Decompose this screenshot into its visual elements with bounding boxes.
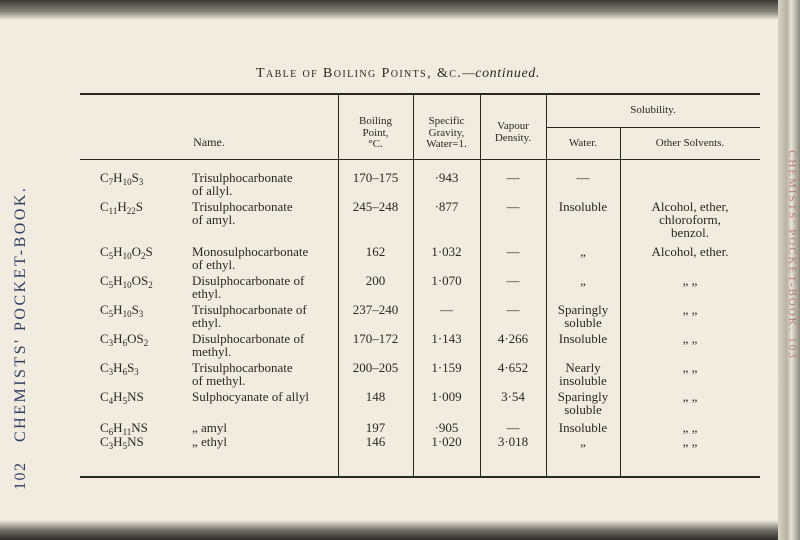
table-bottom-rule <box>80 476 760 478</box>
compound-name-cell <box>192 245 336 271</box>
cell-line: „ „ <box>682 331 698 346</box>
formula-element: C <box>100 389 109 404</box>
water-solubility-cell <box>546 332 620 345</box>
specific-gravity-cell: ·943 <box>434 170 459 185</box>
page-top-shadow <box>0 0 790 20</box>
cell-line: ethyl. <box>192 315 222 330</box>
boiling-point-cell: 148 <box>365 389 386 404</box>
running-head <box>12 170 42 490</box>
water-solubility-cell <box>546 171 620 184</box>
boiling-point-cell: 162 <box>365 244 386 259</box>
formula-subscript: 6 <box>122 367 128 377</box>
compound-name-cell <box>192 390 336 403</box>
cell-line: methyl. <box>192 344 232 359</box>
formula-subscript: 6 <box>108 427 114 437</box>
formula-element: C <box>100 434 109 449</box>
next-page-edge <box>778 0 800 540</box>
compound-name-cell <box>192 171 336 197</box>
formula-element: H <box>113 170 123 185</box>
boiling-point-cell: 170–175 <box>352 170 399 185</box>
compound-name-cell <box>192 435 336 448</box>
cell-line: „ amyl <box>192 420 228 435</box>
formula-cell <box>100 170 144 187</box>
cell-line: „ <box>580 273 586 288</box>
formula-subscript: 2 <box>143 338 149 348</box>
cell-line: of methyl. <box>192 373 246 388</box>
formula-element: S <box>127 360 135 375</box>
formula-subscript: 10 <box>122 309 132 319</box>
vapour-density-cell: 4·266 <box>497 331 529 346</box>
vapour-density-cell: — <box>506 302 520 317</box>
header-vapour-density <box>480 121 546 144</box>
cell-line: „ „ <box>682 302 698 317</box>
vapour-density-cell: 3·018 <box>497 434 529 449</box>
page-number: 102 <box>12 461 29 490</box>
formula-cell <box>100 273 153 290</box>
cell-line: Insoluble <box>558 199 608 214</box>
boiling-point-cell: 245–248 <box>352 199 399 214</box>
cell-line: „ ethyl <box>192 434 228 449</box>
boiling-point-cell: 197 <box>365 420 386 435</box>
formula-cell <box>100 389 144 406</box>
formula-cell <box>100 302 144 319</box>
formula-element: H <box>113 273 123 288</box>
formula-element: NS <box>127 389 144 404</box>
formula-cell <box>100 434 144 451</box>
water-solubility-cell <box>546 274 620 287</box>
compound-name-cell <box>192 421 336 434</box>
header-name: Name. <box>193 135 225 149</box>
formula-element: H <box>113 244 123 259</box>
vapour-density-cell: — <box>506 244 520 259</box>
formula-cell <box>100 331 149 348</box>
formula-cell <box>100 360 139 377</box>
cell-line: of ethyl. <box>192 257 236 272</box>
water-solubility-cell <box>546 390 620 416</box>
next-page-bleed-text: CHEMISTS' POCKET-BOOK. 103 <box>786 150 798 360</box>
header-vd-line1: Vapour <box>497 120 529 132</box>
other-solvents-cell <box>620 200 760 239</box>
cell-line: chloroform, <box>659 212 721 227</box>
cell-line: „ „ <box>682 360 698 375</box>
cell-line: Monosulphocarbonate <box>192 244 309 259</box>
cell-line: benzol. <box>671 225 709 240</box>
cell-line: „ <box>580 434 586 449</box>
formula-subscript: 5 <box>122 396 128 406</box>
formula-element: NS <box>131 420 148 435</box>
cell-line: Trisulphocarbonate <box>192 199 293 214</box>
formula-element: O <box>131 244 141 259</box>
header-sg-line1: Specific <box>428 115 465 127</box>
formula-element: C <box>100 360 109 375</box>
table-title-main: Table of Boiling Points, &c. <box>256 66 463 81</box>
water-solubility-cell <box>546 421 620 434</box>
solubility-sub-rule <box>546 127 760 128</box>
formula-subscript: 5 <box>108 309 114 319</box>
specific-gravity-cell: 1·009 <box>431 389 462 404</box>
cell-line: „ „ <box>682 389 698 404</box>
other-solvents-cell <box>620 361 760 374</box>
cell-line: „ <box>580 244 586 259</box>
header-other-solvents: Other Solvents. <box>655 137 725 149</box>
page-bottom-shadow <box>0 520 790 540</box>
formula-element: C <box>100 273 109 288</box>
other-solvents-cell <box>620 303 760 316</box>
formula-element: NS <box>127 434 144 449</box>
formula-subscript: 22 <box>126 206 136 216</box>
specific-gravity-cell: 1·032 <box>431 244 462 259</box>
header-bp-line1: Boiling <box>358 115 392 127</box>
other-solvents-cell <box>620 390 760 403</box>
formula-element: OS <box>131 273 149 288</box>
specific-gravity-cell: 1·070 <box>431 273 462 288</box>
other-solvents-cell <box>620 421 760 434</box>
formula-element: H <box>113 302 123 317</box>
running-head-title: CHEMISTS' POCKET-BOOK. <box>12 185 29 442</box>
formula-element: C <box>100 244 109 259</box>
water-solubility-cell <box>546 303 620 329</box>
compound-name-cell <box>192 361 336 387</box>
formula-subscript: 10 <box>122 177 132 187</box>
cell-line: Alcohol, ether. <box>651 244 729 259</box>
cell-line: of amyl. <box>192 212 236 227</box>
cell-line: „ „ <box>682 434 698 449</box>
boiling-point-cell: 200 <box>365 273 386 288</box>
boiling-point-cell: 170–172 <box>352 331 399 346</box>
header-sg-line2: Gravity, <box>428 126 465 139</box>
boiling-point-cell: 146 <box>365 434 386 449</box>
formula-subscript: 10 <box>122 251 132 261</box>
cell-line: of allyl. <box>192 183 233 198</box>
specific-gravity-cell: ·905 <box>434 420 459 435</box>
formula-cell <box>100 244 153 261</box>
formula-subscript: 2 <box>148 280 153 290</box>
cell-line: Sparingly <box>557 389 609 404</box>
formula-subscript: 10 <box>122 280 132 290</box>
header-boiling-point <box>338 116 413 151</box>
boiling-points-table <box>80 93 760 478</box>
vapour-density-cell: — <box>506 273 520 288</box>
cell-line: soluble <box>564 315 602 330</box>
formula-subscript: 3 <box>108 338 114 348</box>
cell-line: Alcohol, ether, <box>651 199 729 214</box>
water-solubility-cell <box>546 435 620 448</box>
other-solvents-cell <box>620 245 760 258</box>
header-specific-gravity <box>413 116 480 151</box>
formula-subscript: 11 <box>122 427 132 437</box>
formula-subscript: 5 <box>108 280 114 290</box>
formula-subscript: 3 <box>138 309 144 319</box>
formula-element: C <box>100 302 109 317</box>
formula-element: S <box>131 302 139 317</box>
formula-element: C <box>100 199 109 214</box>
header-water: Water. <box>568 137 598 149</box>
cell-line: Insoluble <box>558 420 608 435</box>
header-vd-line2: Density. <box>494 131 532 144</box>
formula-subscript: 7 <box>108 177 114 187</box>
cell-line: „ „ <box>682 273 698 288</box>
cell-line: soluble <box>564 402 602 417</box>
cell-line: Insoluble <box>558 331 608 346</box>
specific-gravity-cell: 1·143 <box>431 331 462 346</box>
compound-name-cell <box>192 332 336 358</box>
specific-gravity-cell: — <box>440 302 453 317</box>
table-title-continued: —continued. <box>462 66 540 81</box>
compound-name-cell <box>192 303 336 329</box>
formula-element: OS <box>127 331 144 346</box>
formula-subscript: 11 <box>108 206 118 216</box>
formula-subscript: 3 <box>108 367 114 377</box>
vapour-density-cell: — <box>506 199 520 214</box>
header-bp-line3: °C. <box>368 138 383 150</box>
header-bp-line2: Point, <box>362 126 389 139</box>
compound-name-cell <box>192 200 336 226</box>
header-solubility: Solubility. <box>630 104 676 116</box>
other-solvents-cell <box>620 435 760 448</box>
other-solvents-cell <box>620 332 760 345</box>
header-bottom-rule <box>80 159 760 160</box>
cell-line: Disulphocarbonate of <box>192 273 305 288</box>
table-top-rule <box>80 93 760 95</box>
formula-subscript: 3 <box>138 177 144 187</box>
formula-element: H <box>117 199 127 214</box>
water-solubility-cell <box>546 245 620 258</box>
specific-gravity-cell: ·877 <box>434 199 459 214</box>
cell-line: „ „ <box>682 420 698 435</box>
formula-subscript: 4 <box>108 396 114 406</box>
cell-line: ethyl. <box>192 286 222 301</box>
formula-element: H <box>113 360 123 375</box>
compound-name-cell <box>192 274 336 300</box>
cell-line: insoluble <box>559 373 607 388</box>
formula-subscript: 5 <box>108 251 114 261</box>
header-sg-line3: Water=1. <box>426 138 467 150</box>
formula-element: C <box>100 331 109 346</box>
vapour-density-cell: — <box>506 420 520 435</box>
cell-line: Disulphocarbonate of <box>192 331 305 346</box>
specific-gravity-cell: 1·020 <box>431 434 462 449</box>
formula-subscript: 5 <box>122 441 128 451</box>
vapour-density-cell: — <box>506 170 520 185</box>
formula-element: H <box>113 389 123 404</box>
formula-subscript: 6 <box>122 338 128 348</box>
cell-line: Sulphocyanate of allyl <box>192 389 309 404</box>
cell-line: Trisulphocarbonate <box>192 360 293 375</box>
other-solvents-cell <box>620 274 760 287</box>
water-solubility-cell <box>546 361 620 387</box>
vapour-density-cell: 4·652 <box>497 360 529 375</box>
water-solubility-cell <box>546 200 620 213</box>
formula-element: S <box>145 244 153 259</box>
specific-gravity-cell: 1·159 <box>431 360 462 375</box>
formula-cell <box>100 420 148 437</box>
cell-line: Sparingly <box>557 302 609 317</box>
boiling-point-cell: 237–240 <box>352 302 399 317</box>
boiling-point-cell: 200–205 <box>352 360 399 375</box>
cell-line: Trisulphocarbonate of <box>192 302 307 317</box>
formula-element: H <box>113 434 123 449</box>
formula-cell <box>100 199 143 216</box>
cell-line: — <box>576 170 590 185</box>
formula-subscript: 3 <box>108 441 114 451</box>
formula-subscript: 3 <box>134 367 139 377</box>
table-title <box>256 66 596 82</box>
cell-line: Nearly <box>565 360 601 375</box>
formula-element: H <box>113 331 123 346</box>
formula-element: S <box>135 199 143 214</box>
vapour-density-cell: 3·54 <box>501 389 525 404</box>
formula-element: C <box>100 170 109 185</box>
cell-line: Trisulphocarbonate <box>192 170 293 185</box>
formula-element: S <box>131 170 139 185</box>
formula-element: C <box>100 420 109 435</box>
formula-subscript: 2 <box>140 251 146 261</box>
formula-element: H <box>113 420 123 435</box>
